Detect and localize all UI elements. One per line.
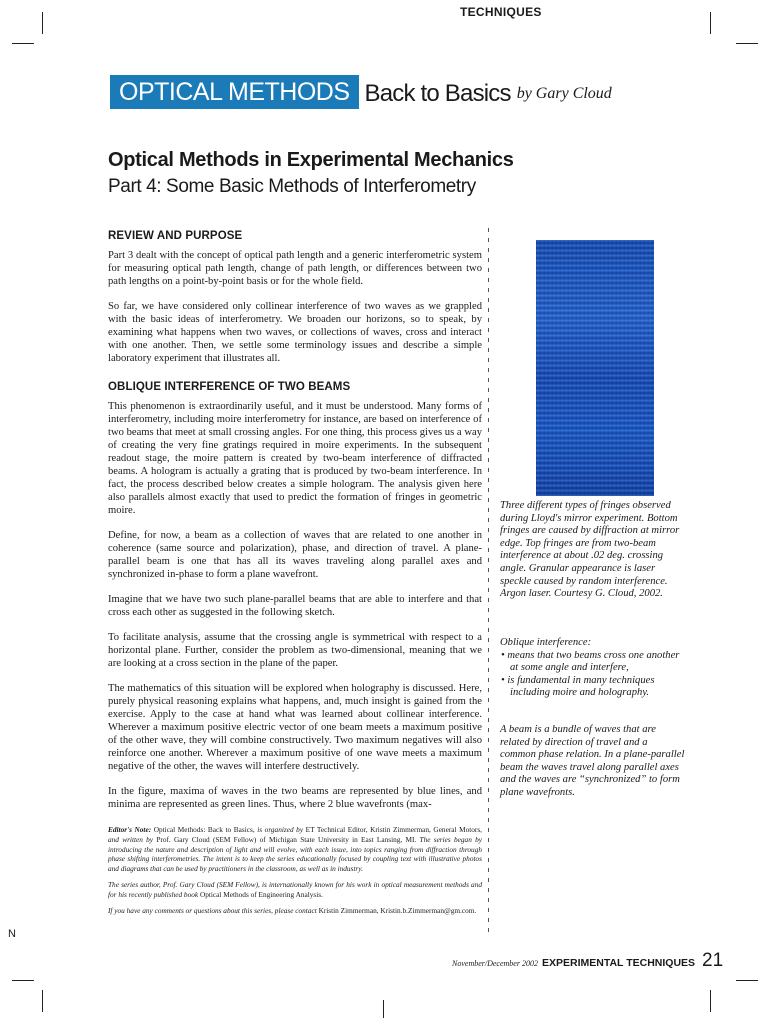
- paragraph: Define, for now, a beam as a collection of waves that are related to one another in coherence (same source and polarization), phase, and direction of travel. A plane-parallel beam is one that has all its waves traveling along parallel axes and synchronized in-phase to form a plane wavefront.: [108, 530, 482, 580]
- editor-text: The series began by introducing the nature and description of light and will evolve, with each issue, into topics ranging from diffraction through phase shifting interferometries. The intent is to keep the series educationally focused by coupling text with illustrative photos and diagrams that can be used by practitioners in the classroom, as well as in industry.: [108, 834, 483, 874]
- note-bullet: • means that two beams cross one another at some angle and interfere,: [501, 649, 680, 674]
- editor-text: If you have any comments or questions about this series, please contact: [108, 905, 317, 915]
- main-column: [108, 230, 482, 823]
- paragraph: So far, we have considered only collinear interference of two waves as we grappled with the basic ideas of interferometry. We broaden our horizons, so to speak, by examining what happens when two waves, or collections of waves, cross and interact with one another. Then, we settle some terminology issues and describe a simple laboratory experiment that illustrates all.: [108, 301, 482, 364]
- note-bullet: • is fundamental in many techniques including moire and holography.: [501, 674, 655, 699]
- crop-mark: [12, 980, 34, 981]
- editor-text: ET Technical Editor, Kristin Zimmerman, General Motors,: [305, 825, 483, 834]
- sidebar-note-oblique: [500, 637, 685, 700]
- series-banner: [110, 75, 612, 109]
- article-title: Optical Methods in Experimental Mechanics: [108, 149, 514, 171]
- paragraph: The mathematics of this situation will be explored when holography is discussed. Here, purely physical reasoning explains what happens, and, much insight is gained from the exercise. Apply to the case at hand what was learned about collinear interference. Wherever a maximum positive electric vector of one beam meets a maximum positive of the other wave, they will combine constructively. Two maximum negatives will also reinforce one another. Wherever a maximum positive of one wave meets a maximum negative of the other, the waves will interfere destructively.: [108, 683, 482, 772]
- crop-mark: [710, 990, 711, 1012]
- page-footer: [452, 950, 723, 972]
- article-subtitle: Part 4: Some Basic Methods of Interferometry: [108, 176, 476, 197]
- paragraph: To facilitate analysis, assume that the crossing angle is symmetrical with respect to a horizontal plane. Further, consider the problem as two-dimensional, meaning that we are looking at a cross section in the plane of the paper.: [108, 632, 482, 669]
- crop-mark: [736, 980, 758, 981]
- journal-name: EXPERIMENTAL TECHNIQUES: [541, 957, 696, 969]
- editor-note-label: Editor's Note:: [108, 825, 152, 834]
- paragraph: Part 3 dealt with the concept of optical path length and a generic interferometric system for measuring optical path length, change of path length, or differences between two path lengths on a point-by-point basis or for the whole field.: [108, 250, 482, 287]
- paragraph: In the figure, maxima of waves in the two beams are represented by blue lines, and minima are represented as green lines. Thus, where 2 blue wavefronts (max-: [108, 786, 482, 810]
- fringe-photo: [536, 240, 654, 496]
- editor-text: Prof. Gary Cloud (SEM Fellow) of Michigan State University in East Lansing, MI.: [156, 834, 417, 844]
- editor-text: is organized by: [257, 825, 304, 834]
- section-heading: OBLIQUE INTERFERENCE OF TWO BEAMS: [108, 381, 351, 393]
- sidebar-note-beam: A beam is a bundle of waves that are related by direction of travel and a common phase relation. In a plane-parallel beam the waves travel along parallel axes and the waves are “synchronized” to form plane wavefronts.: [500, 724, 685, 798]
- crop-mark: [42, 990, 43, 1012]
- photo-caption: Three different types of fringes observed during Lloyd's mirror experiment. Bottom fringes are caused by diffraction at mirror edge. Top fringes are from two-beam interference at about .02 deg. crossing angle. Granular appearance is laser speckle caused by random interference. Argon laser. Courtesy G. Cloud, 2002.: [500, 500, 680, 600]
- paragraph: This phenomenon is extraordinarily useful, and it must be understood. Many forms of interferometry, including moire interferometry for instance, are based on interference of two beams that meet at small crossing angles. For one thing, this process gives us a way of creating the very fine gratings required in moire experiments. In the subsequent readout stage, the moire pattern is created by two-beam interference of diffracted beams. A hologram is actually a grating that is produced by two-beam interference. In fact, the process described below creates a simple hologram. The analysis given here also parallels almost exactly that used to predict the formation of fringes in geometric moire.: [108, 401, 482, 516]
- series-label: OPTICAL METHODS: [110, 75, 359, 109]
- section-heading: REVIEW AND PURPOSE: [108, 230, 243, 242]
- editor-text: and written by: [108, 834, 154, 844]
- column-divider: [488, 228, 490, 934]
- crop-mark: [12, 43, 34, 44]
- section-tag: TECHNIQUES: [460, 5, 542, 19]
- page-number: 21: [702, 950, 724, 971]
- editor-text: Kristin Zimmerman, Kristin.b.Zimmerman@gm.com.: [318, 905, 477, 915]
- paragraph: Imagine that we have two such plane-parallel beams that are able to interfere and that cross each other as suggested in the following sketch.: [108, 594, 482, 618]
- series-subtitle: Back to Basics: [364, 80, 511, 107]
- crop-mark: [42, 12, 43, 34]
- editor-text: Optical Methods of Engineering Analysis.: [199, 889, 323, 899]
- editor-text: The series author, Prof. Gary Cloud (SEM Fellow), is internationally known for his work in optical measurement methods and for his recently published book: [108, 879, 482, 899]
- crop-mark: [710, 12, 711, 34]
- crop-mark: [383, 1000, 384, 1018]
- byline: by Gary Cloud: [516, 85, 612, 102]
- editor-note: [108, 825, 482, 921]
- note-title: Oblique interference:: [500, 637, 592, 648]
- issue-date: November/December 2002: [452, 959, 538, 968]
- editor-text: Optical Methods: Back to Basics,: [153, 825, 255, 834]
- crop-mark: [736, 43, 758, 44]
- margin-mark: N: [8, 928, 16, 940]
